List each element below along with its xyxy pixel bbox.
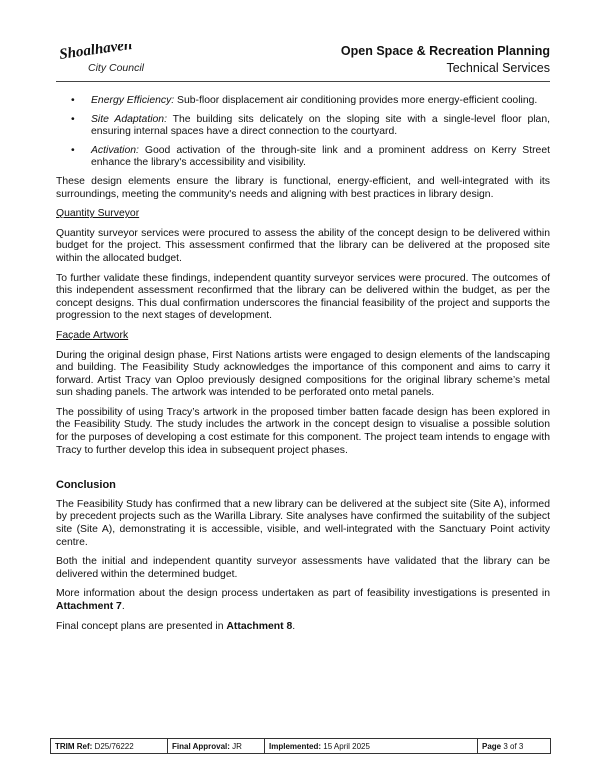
trim-ref-cell <box>51 739 168 754</box>
design-elements-list <box>56 95 550 170</box>
quantity-surveyor-paragraph-1: Quantity surveyor services were procured to assess the ability of the concept design to be delivered within budget for the project. This assessment confirmed that the library can be delivered at the proposed site within the allocated budget. <box>56 227 550 264</box>
bullet-text: The building sits delicately on the sloping site with a single-level floor plan, ensuring internal spaces have a direct connection to the courtyard. <box>91 113 550 138</box>
bullet-term: Energy Efficiency: <box>91 95 175 106</box>
facade-artwork-paragraph-2: The possibility of using Tracy’s artwork in the proposed timber batten facade design has been explored in the Feasibility Study. The study includes the artwork in the concept design to visualise a possible solution for the purposes of developing a cost estimate for this component. The project team intends to engage with Tracy to further develop this idea in subsequent project phases. <box>56 406 550 456</box>
text-span: More information about the design process undertaken as part of feasibility investigations is presented in <box>56 588 550 600</box>
attachment-7-ref: Attachment 7 <box>56 601 122 612</box>
document-body <box>56 95 550 640</box>
facade-artwork-paragraph-1: During the original design phase, First Nations artists were engaged to design elements of the landscaping and building. The Feasibility Study acknowledges the importance of this component and aims to carry it forward. Artist Tracy van Oploo previously designed compositions for the original library scheme’s metal sun shading panels. The artwork was intended to be perforated onto metal panels. <box>56 349 550 399</box>
final-approval-cell <box>168 739 265 754</box>
bullet-icon: • <box>71 144 75 156</box>
document-footer-table <box>50 738 551 754</box>
implemented-cell <box>265 739 478 754</box>
bullet-text: Good activation of the through-site link and a prominent address on Kerry Street enhance the library's accessibility and visibility. <box>91 144 550 169</box>
header-divider <box>56 81 550 82</box>
footer-value: 15 April 2025 <box>321 741 370 751</box>
footer-label: Final Approval: <box>172 741 230 751</box>
footer-value: 3 of 3 <box>501 741 524 751</box>
header-title: Open Space & Recreation Planning <box>340 44 550 58</box>
bullet-text: Sub-floor displacement air conditioning provides more energy-efficient cooling. <box>174 95 538 106</box>
text-span: Final concept plans are presented in <box>56 620 227 632</box>
text-span: . <box>121 601 125 612</box>
conclusion-paragraph-3 <box>56 588 550 613</box>
bullet-term: Activation: <box>91 144 139 156</box>
council-logo-graphic <box>58 44 158 78</box>
footer-label: Implemented: <box>269 741 322 751</box>
text-span: . <box>292 620 296 632</box>
svg-text:City Council: City Council <box>88 62 145 74</box>
bullet-term: Site Adaptation: <box>91 113 167 125</box>
footer-value: D25/76222 <box>92 741 134 751</box>
conclusion-heading: Conclusion <box>56 479 116 492</box>
quantity-surveyor-heading: Quantity Surveyor <box>56 208 140 220</box>
footer-value: JR <box>229 741 242 751</box>
conclusion-paragraph-2: Both the initial and independent quantity surveyor assessments have validated that the library can be delivered within the determined budget. <box>56 556 550 580</box>
header-subtitle: Technical Services <box>446 61 550 75</box>
quantity-surveyor-paragraph-2: To further validate these findings, independent quantity surveyor services were procured. The outcomes of this independent assessment reconfirmed that the library can be delivered within the budget, as per the concept designs. This dual confirmation underscores the financial feasibility of the project and supports the progression to the next stages of development. <box>56 272 550 322</box>
list-item <box>71 95 550 108</box>
list-item <box>71 113 550 139</box>
council-logo <box>58 44 158 78</box>
conclusion-paragraph-4 <box>56 621 550 634</box>
page-number-cell <box>478 739 551 754</box>
attachment-8-ref: Attachment 8 <box>226 620 293 632</box>
bullet-icon: • <box>71 95 75 106</box>
footer-label: TRIM Ref: <box>55 741 93 751</box>
list-item <box>71 144 550 170</box>
design-summary-paragraph: These design elements ensure the library is functional, energy-efficient, and well-integrated with its surroundings, meeting the community's needs and aligning with best practices in library design. <box>56 175 550 200</box>
svg-text:Shoalhaven: Shoalhaven <box>58 44 134 63</box>
conclusion-paragraph-1: The Feasibility Study has confirmed that a new library can be delivered at the subject site (Site A), informed by precedent projects such as the Warilla Library. Site analyses have confirmed the suitability of the subject site (Site A), demonstrating it is accessible, visible, and well-integrated with the Sanctuary Point activity centre. <box>56 498 550 548</box>
document-header <box>341 43 550 76</box>
facade-artwork-heading: Façade Artwork <box>56 329 129 341</box>
footer-label: Page <box>482 741 502 751</box>
bullet-icon: • <box>71 113 75 125</box>
